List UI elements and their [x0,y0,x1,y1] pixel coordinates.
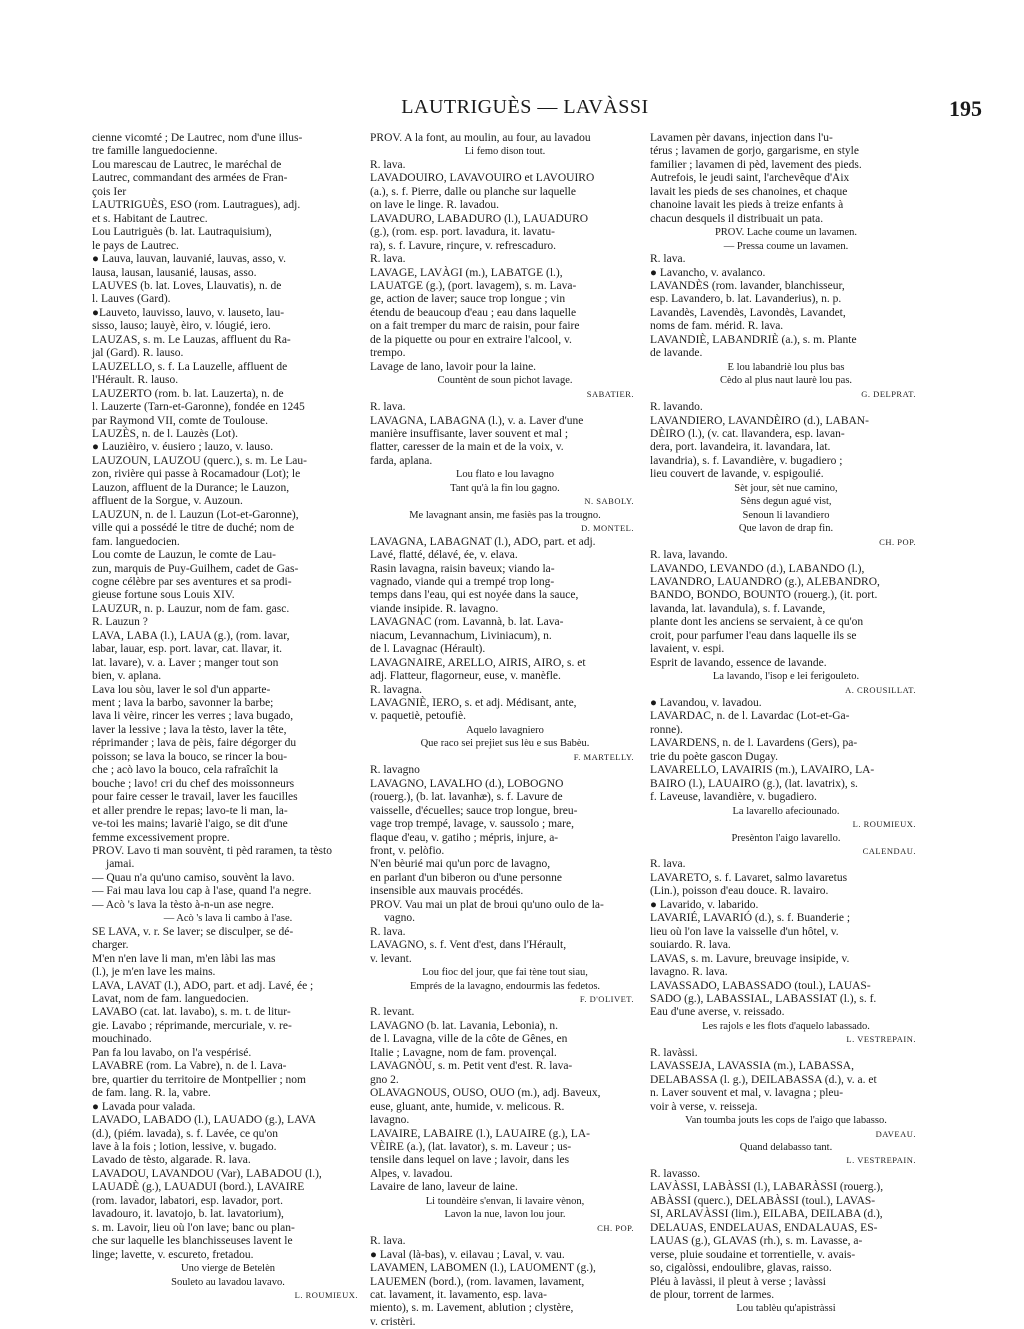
text-line: L. VESTREPAIN. [846,1034,916,1045]
text-line: LAUATGE (g.), (port. lavagem), s. m. Lava- [370,279,577,292]
text-line: La lavarello afeciounado. [732,805,840,817]
text-line: LAVADO, LABADO (l.), LAUADO (g.), LAVA [92,1114,317,1127]
text-line: LAVARDAC, n. de l. Lavardac (Lot-et-Ga- [650,710,850,723]
text-line: LAVA, LAVAT (l.), ADO, part. et adj. Lavé, ée ; [92,979,314,992]
text-line: tre famille languedocienne. [92,145,218,158]
text-line: L. ROUMIEUX. [852,819,916,830]
text-line: ● Laval (là-bas), v. eilavau ; Laval, v. vau. [370,1248,565,1261]
text-line: poisson; se lava la bouco, se rincer la bou- [92,750,288,763]
text-line: fam. languedocien. [92,535,180,548]
column-left [92,132,364,1302]
text-line: gie. Lavabo ; réprimande, mercuriale, v. re- [92,1019,292,1032]
text-line: OLAVAGNOUS, OUSO, OUO (m.), adj. Baveux, [370,1087,601,1100]
text-line: Esprit de lavando, essence de lavande. [650,656,827,669]
text-line: LAVABRE (rom. La Vabre), n. de l. Lava- [92,1060,287,1073]
text-line: LAUTRIGUÈS, ESO (rom. Lautragues), adj. [92,199,301,212]
text-line: Cèdo al plus naut laurè lou pas. [719,375,853,387]
text-line: on lave le linge. R. lavadou. [370,199,500,212]
text-line: Italie ; Lavagne, nom de fam. provençal. [370,1046,557,1059]
text-line: (d.), (piém. lavada), s. f. Lavée, ce qu'on [92,1127,278,1140]
text-line: ● Lavada pour valada. [92,1100,196,1113]
text-line: pour faire cesser le travail, laver les faucilles [92,791,298,804]
text-line: Quand delabasso tant. [739,1141,833,1153]
text-line: lavait les pieds de ses chanoines, et chaque [650,185,848,198]
text-line: SE LAVA, v. r. Se laver; se disculper, se dé- [92,925,294,938]
text-line: R. lava. [370,1235,406,1248]
text-line: verse, pluie soudaine et torrentielle, v. avais- [650,1248,856,1261]
text-line: R. Lauzun ? [92,616,148,629]
text-line: ve-toi les mains; lavariè l'aigo, se dit d'une [92,818,288,831]
text-line: R. lava. [370,401,406,414]
text-line: R. lavagno [370,764,420,777]
text-line: LAVAGNO, LAVALHO (d.), LOBOGNO [370,777,564,790]
text-line: lava li vèire, rincer les verres ; lava bugado, [92,710,294,723]
text-line: insensible aux mauvais procédés. [370,885,524,898]
text-line: l'Hérault. R. lauso. [92,374,179,387]
text-line: L. VESTREPAIN. [846,1155,916,1166]
text-line: Lauzon, affluent de la Durance; le Lauzon, [92,481,290,494]
text-line: cogne célèbre par ses aventures et sa prodi- [92,575,292,588]
text-line: lieu où l'on lave la vaisselle d'un hôtel, v. [650,925,839,938]
text-line: DAVEAU. [875,1128,916,1139]
text-line: Lavandès, Lavendès, Lavondès, Lavandet, [650,306,846,319]
text-line: par Raymond VII, comte de Toulouse. [92,414,269,427]
text-line: flaque d'eau, v. gatiho ; mépris, injure, a- [370,831,559,844]
text-line: Aquelo lavagniero [466,724,544,736]
text-line: Lou marescau de Lautrec, le maréchal de [92,158,282,171]
text-line: R. lava. [370,253,406,266]
text-line: lavandria), s. f. Lavandière, v. bugadiero ; [650,454,843,467]
text-line: familier ; lavamen di pèd, lavement des pieds. [650,158,862,171]
text-line: Lou fioc del jour, que fai tène tout siau, [422,967,588,979]
text-line: R. lavàssi. [650,1046,698,1059]
page-header [80,96,982,124]
text-line: gno 2. [370,1073,399,1086]
text-line: R. lavasso. [650,1167,701,1180]
text-line: lieu couvert de lavande, v. espigoulié. [650,468,824,481]
text-line: trempo. [370,347,406,360]
text-line: laver la lessive ; lava la tèsto, laver la tête, [92,723,287,736]
text-line: de l. Lavagnac (Hérault). [370,643,486,656]
text-line: viande insipide. R. lavagno. [370,602,499,615]
text-line: BAIRO (l.), LAUAIRO (g.), (lat. lavatrix), s. [650,777,858,790]
text-line: PROV. Lache coume un lavamen. [714,227,858,239]
text-line: SADO (g.), LABASSIAL, LABASSIAT (l.), s. f. [650,993,877,1005]
text-line: affluent de la Sorgue, v. Auzoun. [92,495,243,508]
text-line: Pléu à lavàssi, il pleut à verse ; lavàssi [650,1275,826,1288]
text-line: PROV. Vau mai un plat de broui qu'uno oulo de la- [370,898,604,911]
text-line: LAUZAS, s. m. Le Lauzas, affluent du Ra- [92,333,291,346]
text-line: LAVADOUIRO, LAVAVOUIRO et LAVOUIRO [370,172,595,185]
text-line: LAVAGNAC (rom. Lavannà, b. lat. Lava- [370,616,564,629]
text-line: F. D'OLIVET. [579,994,634,1004]
text-line: chacun desquels il distribuait un pata. [650,212,824,225]
text-line: niacum, Levannachum, Liviniacum), n. [370,629,552,642]
text-line: Van toumba jouts les cops de l'aigo que labasso. [685,1115,887,1127]
text-line: LAVARETO, s. f. Lavaret, salmo lavaretus [650,871,848,884]
text-line: bien, v. aplana. [92,670,162,683]
text-line: SI, ARLAVÀSSI (lim.), EILABA, DEILABA (d.), [650,1208,883,1221]
text-line: v. paquetiè, petoufiè. [370,710,467,723]
text-line: LAVASSADO, LABASSADO (toul.), LAUAS- [650,979,871,992]
text-line: Lou Lautriguès (b. lat. Lautraquisium), [92,226,272,239]
text-line: Lavado de tèsto, algarade. R. lava. [92,1154,251,1167]
text-line: manière insuffisante, laver souvent et mal ; [370,427,569,440]
text-line: gieuse fortune sous Louis XIV. [92,589,235,602]
text-line: Eau d'une averse, v. reissado. [650,1006,785,1019]
text-line: croit, pour parfumer l'eau dans laquelle ils se [650,629,857,642]
text-line: Souleto au lavadou lavavo. [171,1276,285,1288]
text-line: VÈIRE (a.), (lat. lavator), s. m. Laveur ; us- [370,1140,572,1153]
text-line: zun, marquis de Puy-Guilhem, cadet de Gas- [92,562,299,575]
text-line: ge, action de laver; sauce trop longue ; vin [370,293,566,306]
text-line: LAUEMEN (bord.), (rom. lavamen, lavament, [370,1275,585,1288]
text-line: Countènt de soun pichot lavage. [437,375,573,387]
text-line: Sèns degun agué vist, [740,496,832,508]
text-line: farda, aplana. [370,454,433,467]
text-line: ment ; lava la barbo, savonner la barbe; [92,697,274,710]
text-line: LAVÀSSI, LABÀSSI (l.), LABARÀSSI (rouerg.), [650,1181,884,1194]
text-line: Lavon la nue, lavon lou jour. [444,1209,566,1221]
text-line: vagnado, viande qui a trempé trop long- [370,575,555,588]
text-line: tensile dans lequel on lave ; lavoir, dans les [370,1154,570,1167]
text-line: lavadouro, it. lavatojo, b. lat. lavatorium), [92,1208,284,1221]
text-line: LAVA, LABA (l.), LAUA (g.), (rom. lavar, [92,629,290,642]
text-line: Lava lou sòu, laver le sol d'un apparte- [92,683,271,696]
text-line: — Quau n'a qu'uno camiso, souvènt la lavo. [92,871,295,884]
text-line: LAUVES (b. lat. Loves, Llauvatis), n. de [92,279,282,292]
text-line: LAVAGNIÈ, IERO, s. et adj. Médisant, ante, [370,697,577,710]
text-line: LAVASSEJA, LAVASSIA (m.), LABASSA, [650,1060,854,1073]
text-line: Que raco sei prejiet sus lèu e sus Babèu. [420,738,590,750]
text-line: charger. [92,939,129,952]
text-line: LAVAGNÒU, s. m. Petit vent d'est. R. lava- [370,1060,573,1073]
text-line: (g.), (rom. esp. port. lavadura, it. lavatu- [370,226,555,239]
text-line: N'en bèurié mai qu'un porc de lavagno, [370,858,551,871]
text-line: esp. Lavandero, b. lat. Lavanderius), n. p. [650,293,842,306]
text-line: souiardo. R. lava. [650,939,731,952]
text-line: Me lavagnant ansin, me fasiès pas la trougno. [409,509,601,521]
text-line: étendu de beaucoup d'eau ; eau dans laquelle [370,306,577,319]
text-line: cat. lavament, it. lavamento, esp. lava- [370,1288,547,1301]
text-line: LAVANDRO, LAUANDRO (g.), ALEBANDRO, [650,575,880,588]
text-line: — Acò 's lava li cambo à l'ase. [163,913,293,925]
text-line: ●Lauveto, lauvisso, lauvo, v. lauseto, lau- [92,306,285,319]
text-line: LAUADÈ (g.), LAUADUI (bord.), LAVAIRE [92,1181,305,1194]
text-line: LAVARDENS, n. de l. Lavardens (Gers), pa- [650,737,858,750]
text-line: Tant qu'à la fin lou gagno. [450,482,560,494]
text-line: F. MARTELLY. [573,751,634,762]
text-line: ville qui a possédé le titre de duché; nom de [92,522,295,535]
text-line: vaisselle, d'écuelles; sauce trop longue, breu- [370,804,578,817]
page-number: 195 [949,96,982,121]
text-line: Lou tablèu qu'apistràssi [736,1303,836,1315]
text-line: (a.), s. f. Pierre, dalle ou planche sur laquelle [370,185,576,198]
text-line: LAVANDO, LEVANDO (d.), LABANDO (l.), [650,562,865,575]
text-line: adj. Flatteur, flagorneur, euse, v. manèfle. [370,670,561,683]
text-line: LAVANDIERO, LAVANDÈIRO (d.), LABAN- [650,414,869,427]
text-line: lavagno. R. lava. [650,966,728,979]
text-line: et s. Habitant de Lautrec. [92,212,208,225]
text-line: D. MONTEL. [581,523,634,534]
text-line: front, v. pelòfio. [370,845,445,858]
text-line: dera, port. lavandeira, it. lavandara, lat. [650,441,831,454]
text-line: flatter, caresser de la main et de la voix, v. [370,441,564,454]
text-line: CH. POP. [879,536,916,547]
text-line: DELAUAS, ENDELAUAS, ENDALAUAS, ES- [650,1221,878,1234]
text-line: PROV. A la font, au moulin, au four, au lavadou [370,132,591,144]
text-line: euse, gluant, ante, humide, v. melicous. R. [370,1100,565,1113]
text-line: réprimander ; lava de pèis, faire dégorger du [92,737,297,750]
text-line: L. ROUMIEUX. [294,1289,358,1300]
text-line: A. CROUSILLAT. [845,684,916,695]
text-line: DÈIRO (l.), (v. cat. llavandera, esp. lavan- [650,427,845,440]
text-line: M'en n'en lave li man, m'en làbi las mas [92,952,276,965]
text-line: LAVARIÉ, LAVARIÓ (d.), s. f. Buanderie ; [650,912,851,925]
text-line: ● Lavancho, v. avalanco. [650,266,766,279]
text-line: zon, rivière qui passe à Rocamadour (Lot); le [92,468,301,481]
text-line: Lavaire de lano, laveur de laine. [370,1181,518,1194]
text-line: lavagno. [370,1114,410,1127]
text-line: R. lava. [650,253,686,266]
text-line: et aller prendre le repas; lavo-te li man, la- [92,804,288,817]
text-line: trie du poète gascon Dugay. [650,750,778,763]
text-line: ra), s. f. Lavure, rinçure, v. refrescaduro. [370,239,557,252]
text-line: LAUZUR, n. p. Lauzur, nom de fam. gasc. [92,602,290,615]
text-line: — Fai mau lava lou cap à l'ase, quand l'a negre. [92,885,312,898]
text-line: Que lavon de drap fin. [738,523,834,535]
text-line: en parlant d'un biberon ou d'une personne [370,871,562,884]
text-line: LAVAGNA, LABAGNA (l.), v. a. Laver d'une [370,414,584,427]
text-line: ● Lavarido, v. labarido. [650,898,759,911]
column-right [650,132,922,1316]
text-line: SABATIER. [586,388,634,399]
text-line: plante dont les anciens se servaient, à ce qu'on [650,616,864,629]
text-line: labar, lauar, esp. port. lavar, cat. llavar, it. [92,643,283,656]
text-line: N. SABOLY. [584,496,634,507]
text-line: G. DELPRAT. [861,388,916,399]
text-line: LAVAS, s. m. Lavure, breuvage insipide, v. [650,952,850,965]
text-line: Les rajols e les flots d'aquelo labassado. [702,1020,870,1032]
text-line: R. lavando. [650,401,703,414]
text-line: Autrefois, le jeudi saint, l'archevêque d'Aix [650,172,850,185]
text-line: LAVABO (cat. lat. lavabo), s. m. t. de litur- [92,1006,291,1019]
text-line: LAUZOUN, LAUZOU (querc.), s. m. Le Lau- [92,454,307,467]
text-line: çois Ier [92,185,127,198]
text-line: R. lava, lavando. [650,549,728,562]
text-line: voir à verse, v. reisseja. [650,1100,758,1113]
text-line: Lou comte de Lauzun, le comte de Lau- [92,549,276,562]
text-line: s. m. Lavoir, lieu où l'on lave; banc ou plan- [92,1221,295,1234]
text-line: LAVAIRE, LABAIRE (l.), LAUAIRE (g.), LA- [370,1127,590,1140]
text-line: de plour, torrent de larmes. [650,1288,775,1301]
text-line: chanoine lavait les pieds à treize enfants à [650,199,844,212]
text-line: CALENDAU. [862,846,916,857]
text-line: l. Lauzerte (Tarn-et-Garonne), fondée en 1245 [92,401,305,414]
text-line: mouchinado. [92,1033,152,1046]
text-line: jal (Gard). R. lauso. [92,347,184,360]
text-line: le pays de Lautrec. [92,239,179,252]
text-line: jamai. [106,858,135,871]
text-line: Li femo dison tout. [464,146,546,158]
text-line: che sur laquelle les blanchisseuses lavent le [92,1235,293,1248]
text-line: Lavat, nom de fam. languedocien. [92,993,249,1005]
text-line: ronne). [650,723,683,736]
text-line: Lou flato e lou lavagno [456,469,554,481]
text-line: LAVAGNO (b. lat. Lavania, Lebonia), n. [370,1019,559,1032]
text-line: (Lin.), poisson d'eau douce. R. lavairo. [650,885,829,898]
text-line: Pan fa lou lavabo, on l'a vespérisé. [92,1046,252,1059]
text-line: Lautrec, commandant des armées de Fran- [92,172,288,185]
text-line: de l. Lavagna, ville de la côte de Gênes, en [370,1033,568,1046]
text-line: R. lava. [650,858,686,871]
text-line: Li toundèire s'envan, li lavaire vènon, [425,1195,585,1207]
text-line: v. cristèri. [370,1315,416,1328]
text-line: v. levant. [370,952,412,965]
text-line: PROV. Lavo ti man souvènt, ti pèd raramen, ta tèsto [92,845,332,858]
text-line: de la piquette ou pour en extraire l'alcool, v. [370,333,572,346]
text-line: lausa, lausan, lausanié, lausas, asso. [92,266,257,279]
text-line: Uno vierge de Betelèn [181,1263,275,1275]
text-line: La lavando, l'isop e lei ferigouleto. [712,671,860,683]
text-line: (rom. lavador, labatori, esp. lavador, port. [92,1194,284,1207]
text-line: Senoun li lavandiero [742,509,830,521]
text-line: DELABASSA (l. g.), DEILABASSA (d.), v. a. et [650,1073,877,1086]
text-line: LAVADOU, LAVANDOU (Var), LABADOU (l.), [92,1167,322,1180]
text-line: miento), s. m. Lavement, ablution ; clystère, [370,1302,574,1315]
text-line: LAVAGNAIRE, ARELLO, AIRIS, AIRO, s. et [370,656,586,669]
column-middle [370,132,640,1329]
text-line: LAUZERTO (rom. b. lat. Lauzerta), n. de [92,387,284,400]
text-line: Sèt jour, sèt nue camino, [734,482,838,494]
text-line: de lavande. [650,347,703,360]
text-line: de fam. lang. R. la, vabre. [92,1087,211,1100]
running-head: LAUTRIGUÈS — LAVÀSSI [401,96,649,118]
text-line: linge; lavette, v. escureto, fretadou. [92,1248,254,1261]
text-line: ABÀSSI (querc.), DELABÀSSI (toul.), LAVAS- [650,1194,876,1207]
text-line: LAVAGNA, LABAGNAT (l.), ADO, part. et adj. [370,535,596,548]
text-line: LAVANDIÈ, LABANDRIÈ (a.), s. m. Plante [650,333,857,346]
text-line: Lavé, flatté, délavé, ée, v. elava. [370,549,518,562]
text-line: R. levant. [370,1006,415,1019]
text-line: cienne vicomté ; De Lautrec, nom d'une illus- [92,132,303,144]
text-line: LAVARELLO, LAVAIRIS (m.), LAVAIRO, LA- [650,764,875,777]
text-line: bre, quartier du territoire de Montpellier ; nom [92,1073,306,1086]
text-line: lat. lavare), v. a. Laver ; manger tout son [92,656,279,669]
text-line: LAVADURO, LABADURO (l.), LAUADURO [370,212,589,225]
text-line: sisso, lauso; lauyè, èiro, v. lóugié, iero. [92,320,271,333]
text-line: lavanda, lat. lavandula), s. f. Lavande, [650,602,826,615]
text-line: CH. POP. [597,1222,634,1233]
text-line: LAUAS (g.), GLAVAS (rh.), s. m. Lavasse, a- [650,1235,863,1248]
text-line: vage trop trempé, lavage, v. saussolo ; mare, [370,818,574,831]
text-line: Lavamen pèr davans, injection dans l'u- [650,132,833,144]
text-line: noms de fam. mérid. R. lava. [650,320,784,333]
text-line: Emprés de la lavagno, endourmis las fedetos. [409,980,601,992]
text-line: LAVAMEN, LABOMEN (l.), LAUOMENT (g.), [370,1262,596,1275]
text-line: vagno. [384,912,415,925]
text-line: femme excessivement propre. [92,831,230,844]
text-line: (l.), je m'en lave les mains. [92,966,216,979]
text-line: R. lava. [370,158,406,171]
text-line: n. Laver souvent et mal, v. lavagna ; pleu- [650,1087,844,1100]
text-line: LAUZELLO, s. f. La Lauzelle, affluent de [92,360,288,373]
text-line: LAUZÈS, n. de l. Lauzès (Lot). [92,427,238,440]
text-line: LAVANDÈS (rom. lavander, blanchisseur, [650,279,845,292]
text-line: — Acò 's lava la tèsto à-n-un ase negre. [92,898,274,911]
text-line: ● Lauzièiro, v. éusiero ; lauzo, v. lauso. [92,441,274,454]
text-line: Alpes, v. lavadou. [370,1167,453,1180]
text-line: che ; acò lavo la bouco, cela rafraîchit la [92,764,279,777]
text-line: LAVAGNO, s. f. Vent d'est, dans l'Hérault, [370,939,567,952]
text-line: LAUZUN, n. de l. Lauzun (Lot-et-Garonne), [92,508,299,521]
text-line: bouche ; lavo! cri du chef des moissonneurs [92,777,295,790]
text-line: lavaient, v. espi. [650,643,725,656]
text-line: on a fait tremper du marc de raisin, pour faire [370,320,580,333]
text-line: E lou labandriè lou plus bas [727,361,845,373]
text-line: (rouerg.), (b. lat. lavanhæ), s. f. Lavure de [370,791,563,804]
text-line: so, cigalòssi, endoulibre, glavas, raisso. [650,1262,832,1275]
text-line: Rasin lavagna, raisin baveux; viando la- [370,562,555,575]
text-line: térus ; lavamen de gorjo, gargarisme, en style [650,145,859,158]
text-line: ● Lavandou, v. lavadou. [650,697,762,710]
text-line: Presènton l'aigo lavarello. [731,832,841,844]
text-line: BANDO, BONDO, BOUNTO (rouerg.), (it. port. [650,589,878,602]
text-line: R. lavagna. [370,683,423,696]
text-line: LAVAGE, LAVÀGI (m.), LABATGE (l.), [370,266,563,279]
text-line: ● Lauva, lauvan, lauvanié, lauvas, asso, v. [92,253,286,266]
text-line: Lavage de lano, lavoir pour la laine. [370,360,537,373]
text-line: lave à la fois ; lotion, lessive, v. bugado. [92,1140,277,1153]
text-line: l. Lauves (Gard). [92,293,171,306]
text-line: temps dans l'eau, qui est noyée dans la sauce, [370,589,579,602]
text-line: R. lava. [370,925,406,938]
text-line: f. Laveuse, lavandière, v. bugadiero. [650,791,817,804]
text-line: — Pressa coume un lavamen. [723,240,849,252]
